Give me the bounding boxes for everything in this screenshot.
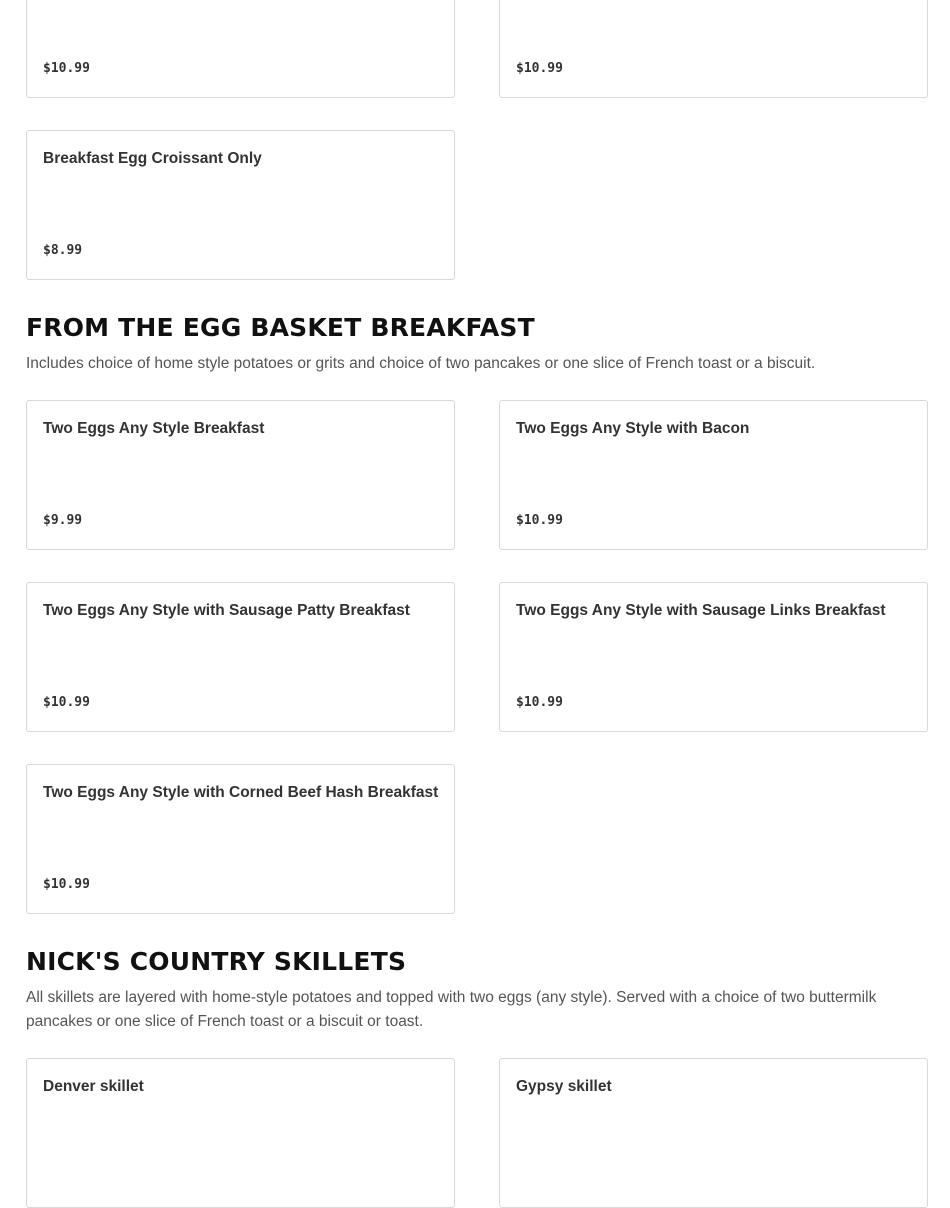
menu-item-price: $10.99: [43, 877, 90, 892]
menu-item-card[interactable]: [499, 400, 928, 550]
menu-item-card[interactable]: [26, 1058, 455, 1208]
menu-item-card[interactable]: [26, 0, 455, 98]
menu-item-name: Breakfast Egg Croissant Only: [43, 150, 262, 167]
section-title: FROM THE EGG BASKET BREAKFAST: [26, 313, 535, 342]
section-description: Includes choice of home style potatoes or grits and choice of two pancakes or one slice of French toast or a biscuit.: [26, 355, 816, 372]
menu-item-name: Two Eggs Any Style with Sausage Links Breakfast: [516, 602, 886, 619]
menu-item-price: $10.99: [43, 61, 90, 76]
section-description: All skillets are layered with home-style potatoes and topped with two eggs (any style). Served with a choice of two buttermilk pancakes or one slice of French toast or a biscuit or toast.: [26, 989, 877, 1030]
menu-item-name: Gypsy skillet: [516, 1078, 612, 1095]
menu-item-price: $9.99: [43, 513, 83, 528]
section-title: NICK'S COUNTRY SKILLETS: [26, 947, 407, 976]
menu-item-price: $10.99: [516, 61, 563, 76]
menu-item-card[interactable]: [26, 582, 455, 732]
menu-item-card[interactable]: [499, 582, 928, 732]
menu-item-price: $10.99: [516, 695, 563, 710]
menu-item-card[interactable]: [26, 764, 455, 914]
menu-item-price: $10.99: [516, 513, 563, 528]
menu-item-card[interactable]: [499, 1058, 928, 1208]
menu-item-name: Two Eggs Any Style Breakfast: [43, 420, 265, 437]
menu-item-name: Two Eggs Any Style with Sausage Patty Breakfast: [43, 602, 410, 619]
menu-item-name: Two Eggs Any Style with Bacon: [516, 420, 750, 437]
menu-item-price: $8.99: [43, 243, 83, 258]
menu-item-card[interactable]: [499, 0, 928, 98]
menu-item-name: Two Eggs Any Style with Corned Beef Hash Breakfast: [43, 784, 439, 801]
menu-item-name: Denver skillet: [43, 1078, 144, 1095]
menu-item-card[interactable]: [26, 130, 455, 280]
menu-item-card[interactable]: [26, 400, 455, 550]
menu-item-price: $10.99: [43, 695, 90, 710]
